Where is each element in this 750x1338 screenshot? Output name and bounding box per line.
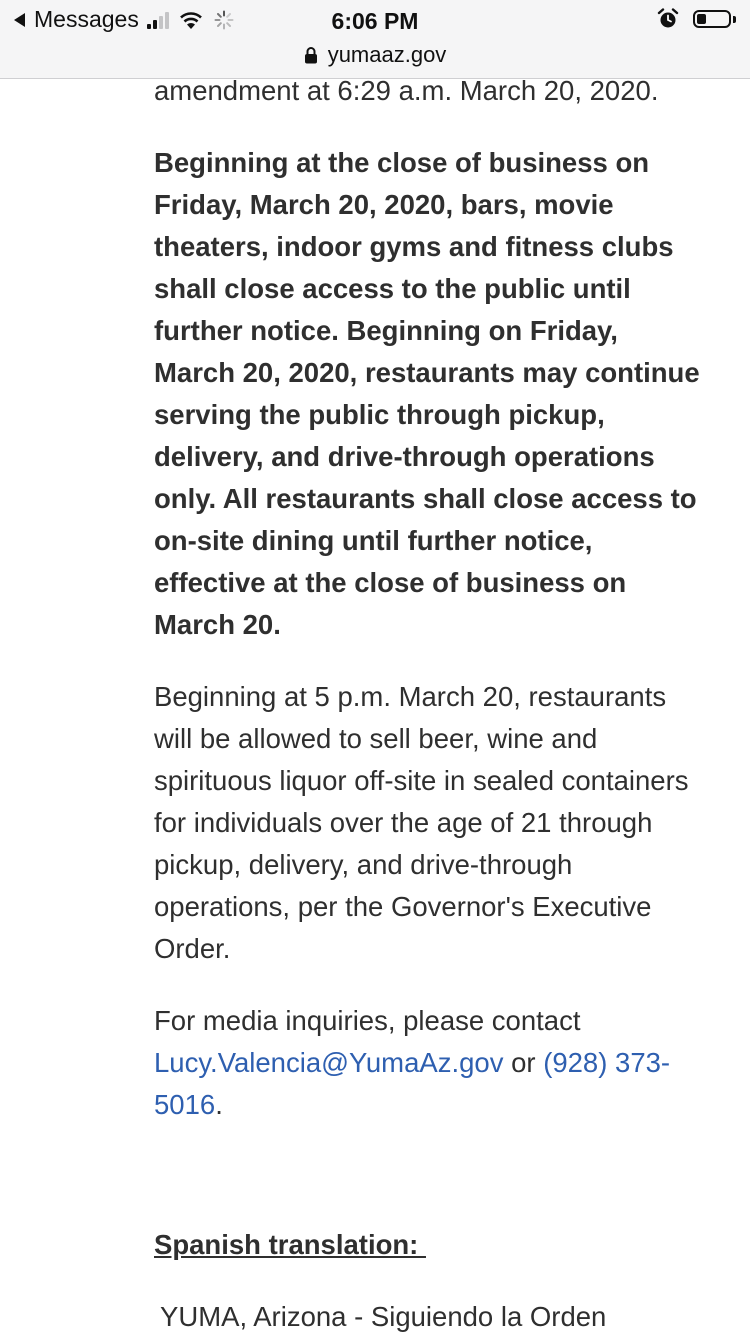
email-link[interactable]: Lucy.Valencia@YumaAz.gov (154, 1047, 504, 1078)
spanish-first-line: YUMA, Arizona - Siguiendo la Orden (160, 1301, 607, 1332)
url-text: yumaaz.gov (327, 42, 447, 67)
closure-paragraph: Beginning at the close of business on Friday, March 20, 2020, bars, movie theaters, indoor gyms and fitness clubs shall close access to the public until further notice. Beginning on Friday, March 20, 2020, restaurants may continue serving the public through pickup, delivery, and drive-through operations only. All restaurants shall close access to on-site dining until further notice, effective at the close of business on March 20. (154, 147, 700, 640)
media-suffix: . (215, 1089, 223, 1120)
back-app-label: Messages (34, 6, 139, 32)
battery-fill (697, 14, 706, 24)
lock-icon (304, 46, 318, 64)
liquor-paragraph: Beginning at 5 p.m. March 20, restaurants will be allowed to sell beer, wine and spirituous liquor off-site in sealed containers for individuals over the age of 21 through pickup, delivery, and drive-through operations, per the Governor's Executive Order. (154, 681, 689, 964)
address-bar[interactable] (0, 40, 750, 70)
battery-icon (693, 10, 731, 28)
phone-link-part1: (928) 373- (543, 1047, 671, 1078)
status-bar (0, 0, 750, 79)
status-time: 6:06 PM (331, 8, 419, 34)
status-right-icons (657, 8, 736, 30)
partial-paragraph-line: amendment at 6:29 a.m. March 20, 2020. (154, 75, 659, 106)
phone-link-part2: 5016 (154, 1089, 216, 1120)
status-row (0, 4, 750, 38)
spanish-translation-heading: Spanish translation: (154, 1229, 426, 1260)
battery-nub (733, 16, 736, 23)
media-paragraph (154, 1000, 704, 1126)
media-or: or (503, 1047, 544, 1078)
media-prefix: For media inquiries, please contact (154, 1005, 581, 1036)
alarm-icon (657, 8, 679, 30)
